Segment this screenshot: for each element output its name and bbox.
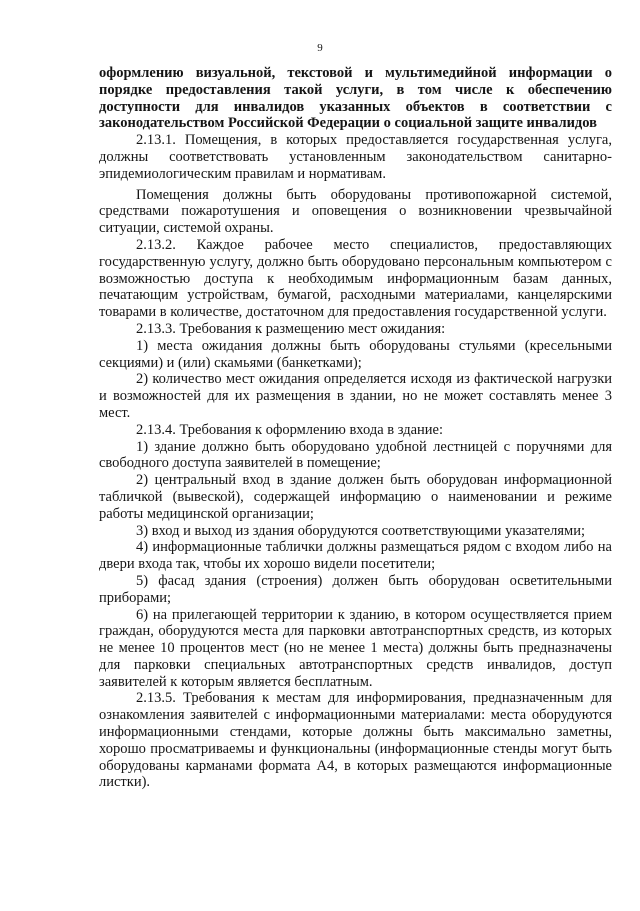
paragraph-2-13-2: 2.13.2. Каждое рабочее место специалистов, предоставляющих государственную услугу, должно быть оборудовано персональным компьютером с возможностью доступа к необходимым информационным базам данных, печатающим устройствам, бумагой, расходными материалами, канцелярскими товарами в количестве, достаточном для предоставления государственной услуги. [99, 236, 612, 321]
paragraph-entrance-item-3: 3) вход и выход из здания оборудуются соответствующими указателями; [136, 522, 586, 539]
page-number: 9 [317, 42, 323, 54]
paragraph-entrance-item-5: 5) фасад здания (строения) должен быть оборудован осветительными приборами; [99, 572, 612, 606]
paragraph-entrance-item-1: 1) здание должно быть оборудовано удобной лестницей с поручнями для свободного доступа заявителей в помещение; [99, 438, 612, 472]
paragraph-entrance-item-4: 4) информационные таблички должны размещаться рядом с входом либо на двери входа так, чтобы их хорошо видели посетители; [99, 539, 612, 573]
paragraph-2-13-3: 2.13.3. Требования к размещению мест ожидания: [136, 320, 446, 337]
section-heading: оформлению визуальной, текстовой и мультимедийной информации о порядке предоставления такой услуги, в том числе к обеспечению доступности для инвалидов указанных объектов в соответствии с законодательством Российской Федерации о социальной защите инвалидов [99, 65, 612, 132]
paragraph-entrance-item-2: 2) центральный вход в здание должен быть оборудован информационной табличкой (вывеской), содержащей информацию о наименовании и режиме работы медицинской организации; [99, 472, 612, 522]
paragraph-waiting-item-2: 2) количество мест ожидания определяется исходя из фактической нагрузки и возможностей для их размещения в здании, но не может составлять менее 3 мест. [99, 371, 612, 421]
paragraph-2-13-4: 2.13.4. Требования к оформлению входа в здание: [136, 421, 443, 438]
paragraph-waiting-item-1: 1) места ожидания должны быть оборудованы стульями (кресельными секциями) и (или) скамьями (банкетками); [99, 337, 612, 371]
paragraph-2-13-1: 2.13.1. Помещения, в которых предоставляется государственная услуга, должны соответствовать установленным законодательством санитарно-эпидемиологическим правилам и нормативам. [99, 132, 612, 182]
document-body [99, 65, 612, 791]
paragraph-entrance-item-6: 6) на прилегающей территории к зданию, в котором осуществляется прием граждан, оборудуются места для парковки автотранспортных средств, из которых не менее 10 процентов мест (но не менее 1 места) должны быть предназначены для парковки специальных автотранспортных средств инвалидов, доступ заявителей к которым является бесплатным. [99, 606, 612, 690]
paragraph-premises-equipment: Помещения должны быть оборудованы противопожарной системой, средствами пожаротушения и оповещения о возникновении чрезвычайной ситуации, системой охраны. [99, 186, 612, 237]
paragraph-2-13-5: 2.13.5. Требования к местам для информирования, предназначенным для ознакомления заявителей с информационными материалами: места оборудуются информационными стендами, которые должны быть максимально заметны, хорошо просматриваемы и функциональны (информационные стенды могут быть оборудованы карманами формата А4, в которых размещаются информационные листки). [99, 690, 612, 791]
